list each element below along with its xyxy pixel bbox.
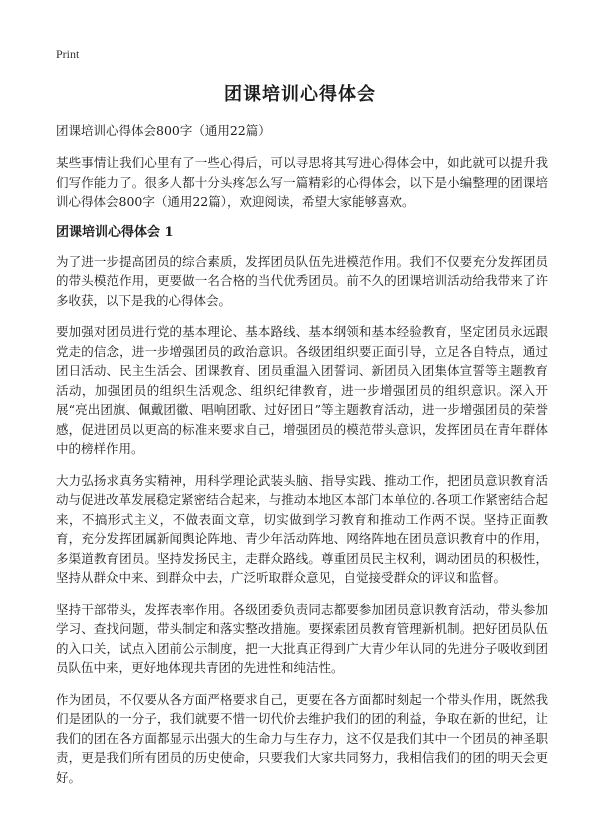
document-body — [56, 122, 548, 799]
document-subtitle: 团课培训心得体会800字（通用22篇） — [56, 123, 271, 138]
body-paragraph-1: 为了进一步提高团员的综合素质，发挥团员队伍先进模范作用。我们不仅要充分发挥团员的带头模范作用，更要做一名合格的当代优秀团员。前不久的团课培训活动给我带来了许多收获，以下是我的心得体会。 — [56, 253, 548, 308]
body-paragraph-2: 要加强对团员进行党的基本理论、基本路线、基本纲领和基本经验教育，坚定团员永远跟党走的信念，进一步增强团员的政治意识。各级团组织要正面引导，立足各自特点，通过团日活动、民主生活会、团课教育、团员重温入团誓词、新团员入团集体宣誓等主题教育活动，加强团员的组织生活观念、组织纪律教育，进一步增强团员的组织意识。深入开展“亮出团旗、佩戴团徽、唱响团歌、过好团日”等主题教育活动，进一步增强团员的荣誉感，促进团员以更高的标准来要求自己，增强团员的模范带头意识，发挥团员在青年群体中的榜样作用。 — [56, 324, 548, 456]
body-paragraph-5: 作为团员，不仅要从各方面严格要求自己，更要在各方面都时刻起一个带头作用，既然我们是团队的一分子，我们就要不惜一切代价去维护我们的团的利益，争取在新的世纪，让我们的团在各方面都显示出强大的生命力与生存力，这不仅是我们其中一个团员的神圣职责，更是我们所有团员的历史使命，只要我们大家共同努力，我相信我们的团的明天会更好。 — [56, 691, 548, 785]
section-heading: 团课培训心得体会 1 — [56, 224, 174, 240]
print-link[interactable]: Print — [56, 47, 80, 61]
body-paragraph-4: 坚持干部带头，发挥表率作用。各级团委负责同志都要参加团员意识教育活动，带头参加学习、查找问题，带头制定和落实整改措施。要探索团员教育管理新机制。把好团员队伍的入口关，试点入团前公示制度，把一大批真正得到广大青少年认同的先进分子吸收到团员队伍中来，更好地体现共青团的先进性和纯洁性。 — [56, 601, 548, 675]
body-paragraph-3: 大力弘扬求真务实精神，用科学理论武装头脑、指导实践、推动工作，把团员意识教育活动与促进改革发展稳定紧密结合起来，与推动本地区本部门本单位的.各项工作紧密结合起来，不搞形式主义，不做表面文章，切实做到学习教育和推动工作两不误。坚持正面教育，充分发挥团属新闻舆论阵地、青少年活动阵地、网络阵地在团员意识教育中的作用，多渠道教育团员。坚持发扬民主，走群众路线。尊重团员民主权利，调动团员的积极性，坚持从群众中来、到群众中去，广泛听取群众意见，自觉接受群众的评议和监督。 — [56, 472, 548, 585]
page-title: 团课培训心得体会 — [224, 84, 376, 105]
intro-paragraph: 某些事情让我们心里有了一些心得后，可以寻思将其写进心得体会中，如此就可以提升我们写作能力了。很多人都十分头疼怎么写一篇精彩的心得体会，以下是小编整理的团课培训心得体会800字（通用22篇），欢迎阅读，希望大家能够喜欢。 — [56, 155, 548, 209]
